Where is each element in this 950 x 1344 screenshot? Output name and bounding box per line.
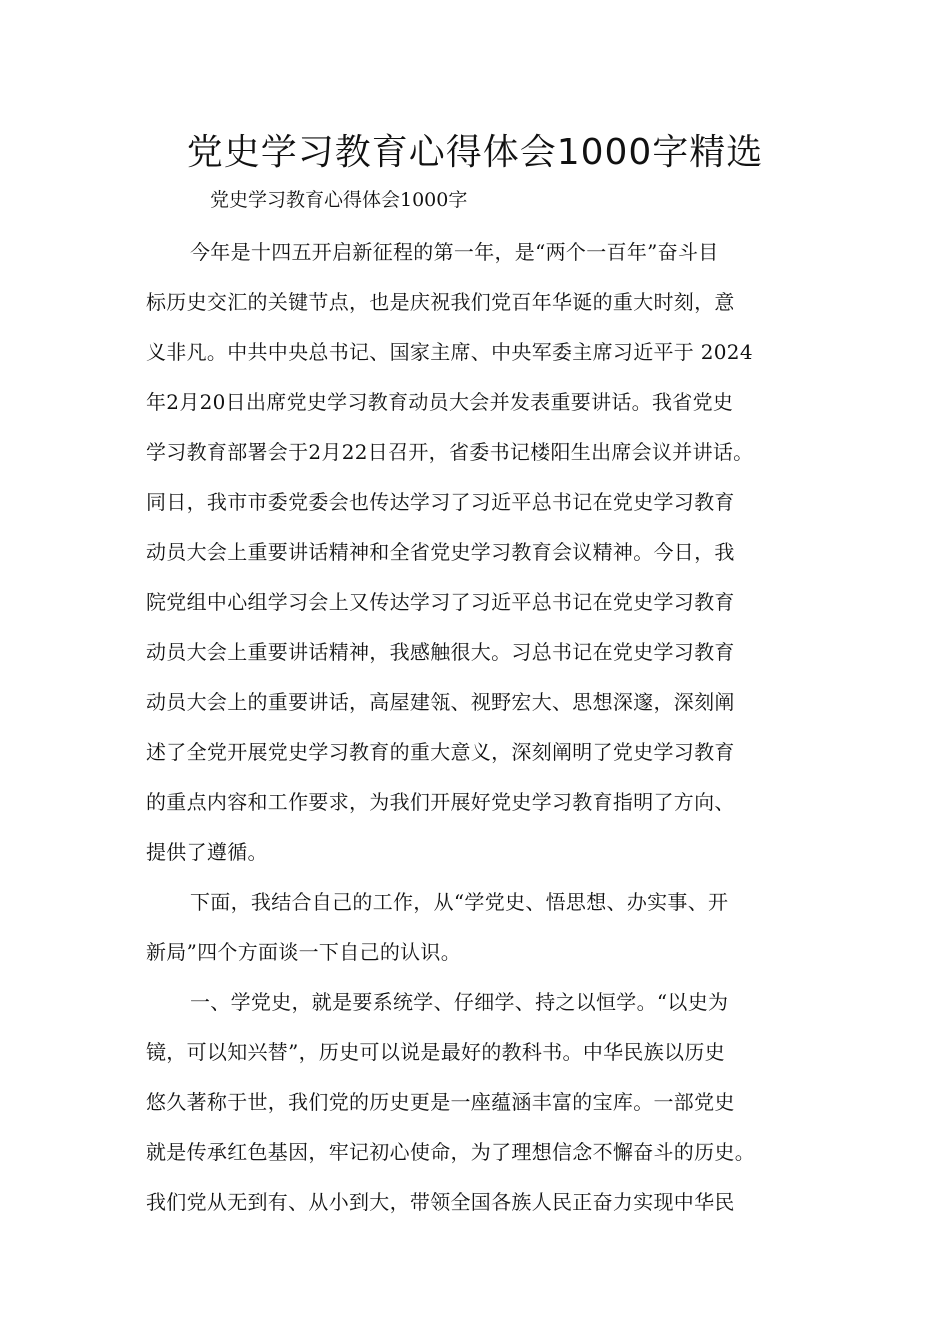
paragraph-line: 义非凡。中共中央总书记、国家主席、中央军委主席习近平于 2024	[146, 340, 753, 364]
paragraph-line: 新局”四个方面谈一下自己的认识。	[146, 940, 462, 964]
paragraph-line: 下面，我结合自己的工作，从“学党史、悟思想、办实事、开	[190, 890, 729, 914]
paragraph-line: 院党组中心组学习会上又传达学习了习近平总书记在党史学习教育	[146, 590, 735, 614]
paragraph-line: 述了全党开展党史学习教育的重大意义，深刻阐明了党史学习教育	[146, 740, 735, 764]
paragraph-line: 同日，我市市委党委会也传达学习了习近平总书记在党史学习教育	[146, 490, 735, 514]
paragraph-line: 就是传承红色基因，牢记初心使命，为了理想信念不懈奋斗的历史。	[146, 1140, 755, 1164]
document-title: 党史学习教育心得体会1000字精选	[186, 132, 764, 173]
paragraph-line: 学习教育部署会于2月22日召开，省委书记楼阳生出席会议并讲话。	[146, 440, 754, 464]
paragraph-line: 我们党从无到有、从小到大，带领全国各族人民正奋力实现中华民	[146, 1190, 735, 1214]
paragraph-line: 年2月20日出席党史学习教育动员大会并发表重要讲话。我省党史	[146, 390, 734, 414]
paragraph-line: 动员大会上重要讲话精神和全省党史学习教育会议精神。今日，我	[146, 540, 735, 564]
paragraph-line: 的重点内容和工作要求，为我们开展好党史学习教育指明了方向、	[146, 790, 735, 814]
document-subtitle: 党史学习教育心得体会1000字	[210, 189, 468, 211]
paragraph-line: 今年是十四五开启新征程的第一年，是“两个一百年”奋斗目	[190, 240, 719, 264]
paragraph-line: 标历史交汇的关键节点，也是庆祝我们党百年华诞的重大时刻，意	[146, 290, 735, 314]
paragraph-line: 动员大会上重要讲话精神，我感触很大。习总书记在党史学习教育	[146, 640, 735, 664]
paragraph-line: 悠久著称于世，我们党的历史更是一座蕴涵丰富的宝库。一部党史	[146, 1090, 735, 1114]
paragraph-line: 镜，可以知兴替”，历史可以说是最好的教科书。中华民族以历史	[146, 1040, 725, 1064]
paragraph-line: 提供了遵循。	[146, 840, 268, 864]
paragraph-line: 动员大会上的重要讲话，高屋建瓴、视野宏大、思想深邃，深刻阐	[146, 690, 735, 714]
paragraph-line: 一、学党史，就是要系统学、仔细学、持之以恒学。“以史为	[190, 990, 729, 1014]
